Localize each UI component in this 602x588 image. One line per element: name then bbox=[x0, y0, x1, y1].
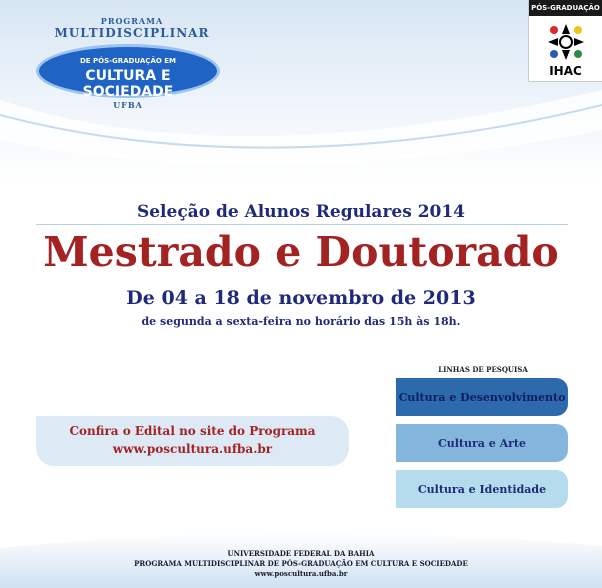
footer-website[interactable]: www.poscultura.ufba.br bbox=[254, 569, 348, 578]
hours-text: de segunda a sexta-feira no horário das 15h às 18h. bbox=[141, 315, 461, 328]
research-line-arte: Cultura e Arte bbox=[396, 424, 568, 462]
ihac-badge bbox=[528, 0, 602, 82]
ihac-flower-icon bbox=[546, 22, 586, 62]
footer-program: PROGRAMA MULTIDISCIPLINAR DE PÓS-GRADUAÇÃO EM CULTURA E SOCIEDADE bbox=[134, 559, 468, 568]
logo-main-text: CULTURA E SOCIEDADE bbox=[82, 68, 174, 100]
selection-title: Seleção de Alunos Regulares 2014 bbox=[136, 202, 466, 222]
edital-box bbox=[36, 416, 349, 466]
logo-subtitle: DE PÓS-GRADUAÇÃO EM bbox=[80, 57, 176, 65]
footer-university: UNIVERSIDADE FEDERAL DA BAHIA bbox=[227, 549, 375, 558]
logo-ellipse bbox=[36, 44, 220, 98]
ihac-name: IHAC bbox=[549, 64, 582, 78]
research-line-desenvolvimento: Cultura e Desenvolvimento bbox=[396, 378, 568, 416]
edital-text: Confira o Edital no site do Programa bbox=[69, 424, 316, 438]
research-lines-title: LINHAS DE PESQUISA bbox=[438, 365, 528, 374]
logo-ufba-text: UFBA bbox=[113, 100, 143, 110]
dates-text: De 04 a 18 de novembro de 2013 bbox=[126, 287, 476, 309]
logo-multidisciplinar-text: MULTIDISCIPLINAR bbox=[54, 26, 210, 40]
research-line-identidade: Cultura e Identidade bbox=[396, 470, 568, 508]
main-title: Mestrado e Doutorado bbox=[43, 228, 559, 276]
edital-link[interactable]: www.poscultura.ufba.br bbox=[112, 442, 273, 456]
divider bbox=[36, 224, 568, 225]
program-logo bbox=[32, 14, 232, 114]
ihac-bar-label: PÓS-GRADUAÇÃO bbox=[529, 0, 602, 16]
logo-programa-text: PROGRAMA bbox=[100, 16, 164, 26]
footer-info bbox=[0, 549, 602, 579]
